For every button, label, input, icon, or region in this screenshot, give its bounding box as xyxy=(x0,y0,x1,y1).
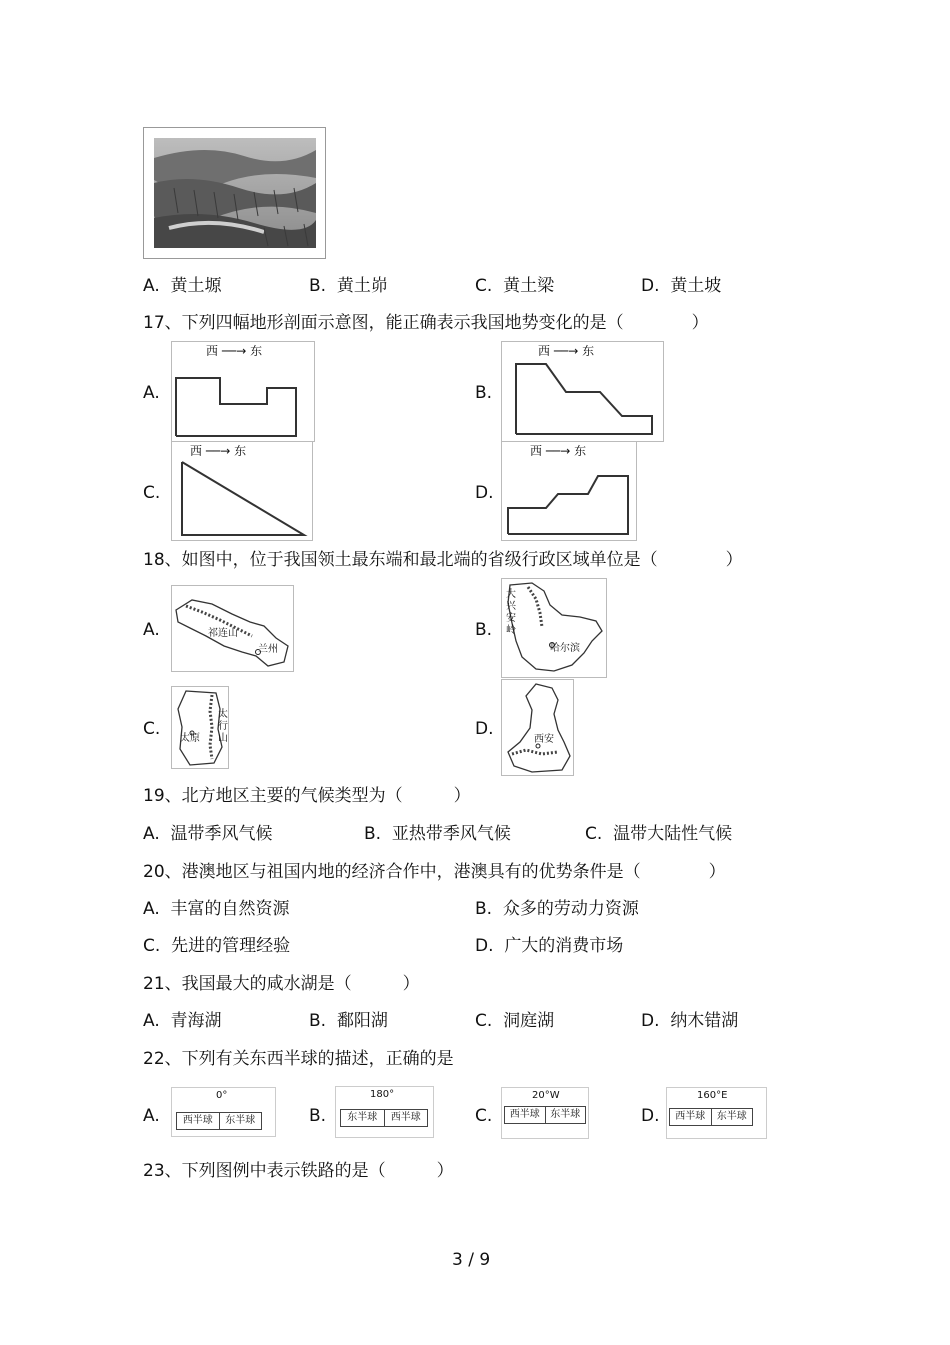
q20-option-a[interactable]: A. 丰富的自然资源 xyxy=(143,899,290,919)
q20-option-d[interactable]: D. 广大的消费市场 xyxy=(475,936,624,956)
q18-label-b[interactable]: B. xyxy=(475,620,493,640)
map-label: 太行山 xyxy=(218,709,228,744)
meridian-label: 160°E xyxy=(697,1090,728,1101)
q22-label-d[interactable]: D. xyxy=(641,1106,660,1126)
hemisphere-left: 东半球 xyxy=(341,1110,385,1126)
map-label: 西安 xyxy=(534,734,554,745)
hemisphere-bar xyxy=(669,1108,753,1126)
q22-figure-c[interactable] xyxy=(501,1087,589,1139)
q22-question: 22、下列有关东西半球的描述，正确的是 xyxy=(143,1049,454,1069)
q18-label-a[interactable]: A. xyxy=(143,620,160,640)
q18-map-d[interactable] xyxy=(501,679,574,776)
q19-option-c[interactable]: C. 温带大陆性气候 xyxy=(585,824,733,844)
q16-option-c[interactable]: C. 黄土梁 xyxy=(475,276,555,296)
q17-profile-a[interactable] xyxy=(171,341,315,442)
q17-profile-b[interactable] xyxy=(501,341,664,442)
q19-option-a[interactable]: A. 温带季风气候 xyxy=(143,824,273,844)
page-number: 3 / 9 xyxy=(452,1250,491,1270)
hemisphere-right: 东半球 xyxy=(716,1111,747,1122)
q17-profile-c[interactable] xyxy=(171,441,313,541)
meridian-label: 0° xyxy=(216,1090,228,1101)
hemisphere-left: 西半球 xyxy=(670,1109,712,1125)
q17-label-a[interactable]: A. xyxy=(143,383,160,403)
q18-label-d[interactable]: D. xyxy=(475,719,494,739)
map-label: 太原 xyxy=(180,733,200,744)
hemisphere-bar xyxy=(340,1109,428,1127)
meridian-label: 180° xyxy=(370,1089,395,1100)
q18-question: 18、如图中，位于我国领土最东端和最北端的省级行政区域单位是（ ） xyxy=(143,550,743,570)
q23-question: 23、下列图例中表示铁路的是（ ） xyxy=(143,1161,454,1181)
q16-option-b[interactable]: B. 黄土峁 xyxy=(309,276,388,296)
q17-label-c[interactable]: C. xyxy=(143,483,161,503)
loess-landform-photo xyxy=(143,127,326,259)
q20-option-b[interactable]: B. 众多的劳动力资源 xyxy=(475,899,639,919)
q17-profile-d[interactable] xyxy=(501,441,637,541)
q21-option-b[interactable]: B. 鄱阳湖 xyxy=(309,1011,388,1031)
q22-figure-b[interactable] xyxy=(335,1086,434,1138)
q16-option-d[interactable]: D. 黄土坡 xyxy=(641,276,722,296)
q22-label-b[interactable]: B. xyxy=(309,1106,327,1126)
q22-figure-a[interactable] xyxy=(171,1087,276,1137)
hemisphere-right: 东半球 xyxy=(225,1115,256,1126)
q18-map-a[interactable] xyxy=(171,585,294,672)
q19-question: 19、北方地区主要的气候类型为（ ） xyxy=(143,786,471,806)
q20-question: 20、港澳地区与祖国内地的经济合作中，港澳具有的优势条件是（ ） xyxy=(143,862,726,882)
q18-map-b[interactable] xyxy=(501,578,607,678)
hemisphere-right: 东半球 xyxy=(550,1109,581,1120)
q22-label-c[interactable]: C. xyxy=(475,1106,493,1126)
q16-option-a[interactable]: A. 黄土塬 xyxy=(143,276,222,296)
hemisphere-left: 西半球 xyxy=(505,1107,546,1123)
map-label: 哈尔滨 xyxy=(550,643,580,654)
hemisphere-bar xyxy=(504,1106,586,1124)
q17-label-b[interactable]: B. xyxy=(475,383,493,403)
meridian-label: 20°W xyxy=(532,1090,560,1101)
q18-label-c[interactable]: C. xyxy=(143,719,161,739)
q21-question: 21、我国最大的咸水湖是（ ） xyxy=(143,974,420,994)
direction-caption: 西 ──→ 东 xyxy=(538,344,595,358)
direction-caption: 西 ──→ 东 xyxy=(530,444,587,458)
map-label: 大兴安岭 xyxy=(506,589,516,636)
q21-option-a[interactable]: A. 青海湖 xyxy=(143,1011,222,1031)
direction-caption: 西 ──→ 东 xyxy=(206,344,263,358)
q21-option-d[interactable]: D. 纳木错湖 xyxy=(641,1011,739,1031)
hemisphere-bar xyxy=(176,1112,262,1130)
q22-figure-d[interactable] xyxy=(666,1087,767,1139)
q19-option-b[interactable]: B. 亚热带季风气候 xyxy=(364,824,511,844)
hemisphere-right: 西半球 xyxy=(390,1112,421,1123)
q17-label-d[interactable]: D. xyxy=(475,483,494,503)
map-label: 祁连山 xyxy=(208,628,238,639)
q20-option-c[interactable]: C. 先进的管理经验 xyxy=(143,936,291,956)
q22-label-a[interactable]: A. xyxy=(143,1106,160,1126)
q18-map-c[interactable] xyxy=(171,686,229,769)
hemisphere-left: 西半球 xyxy=(177,1113,220,1129)
q17-question: 17、下列四幅地形剖面示意图，能正确表示我国地势变化的是（ ） xyxy=(143,313,709,333)
direction-caption: 西 ──→ 东 xyxy=(190,444,247,458)
map-label: 兰州 xyxy=(258,644,278,655)
q21-option-c[interactable]: C. 洞庭湖 xyxy=(475,1011,555,1031)
